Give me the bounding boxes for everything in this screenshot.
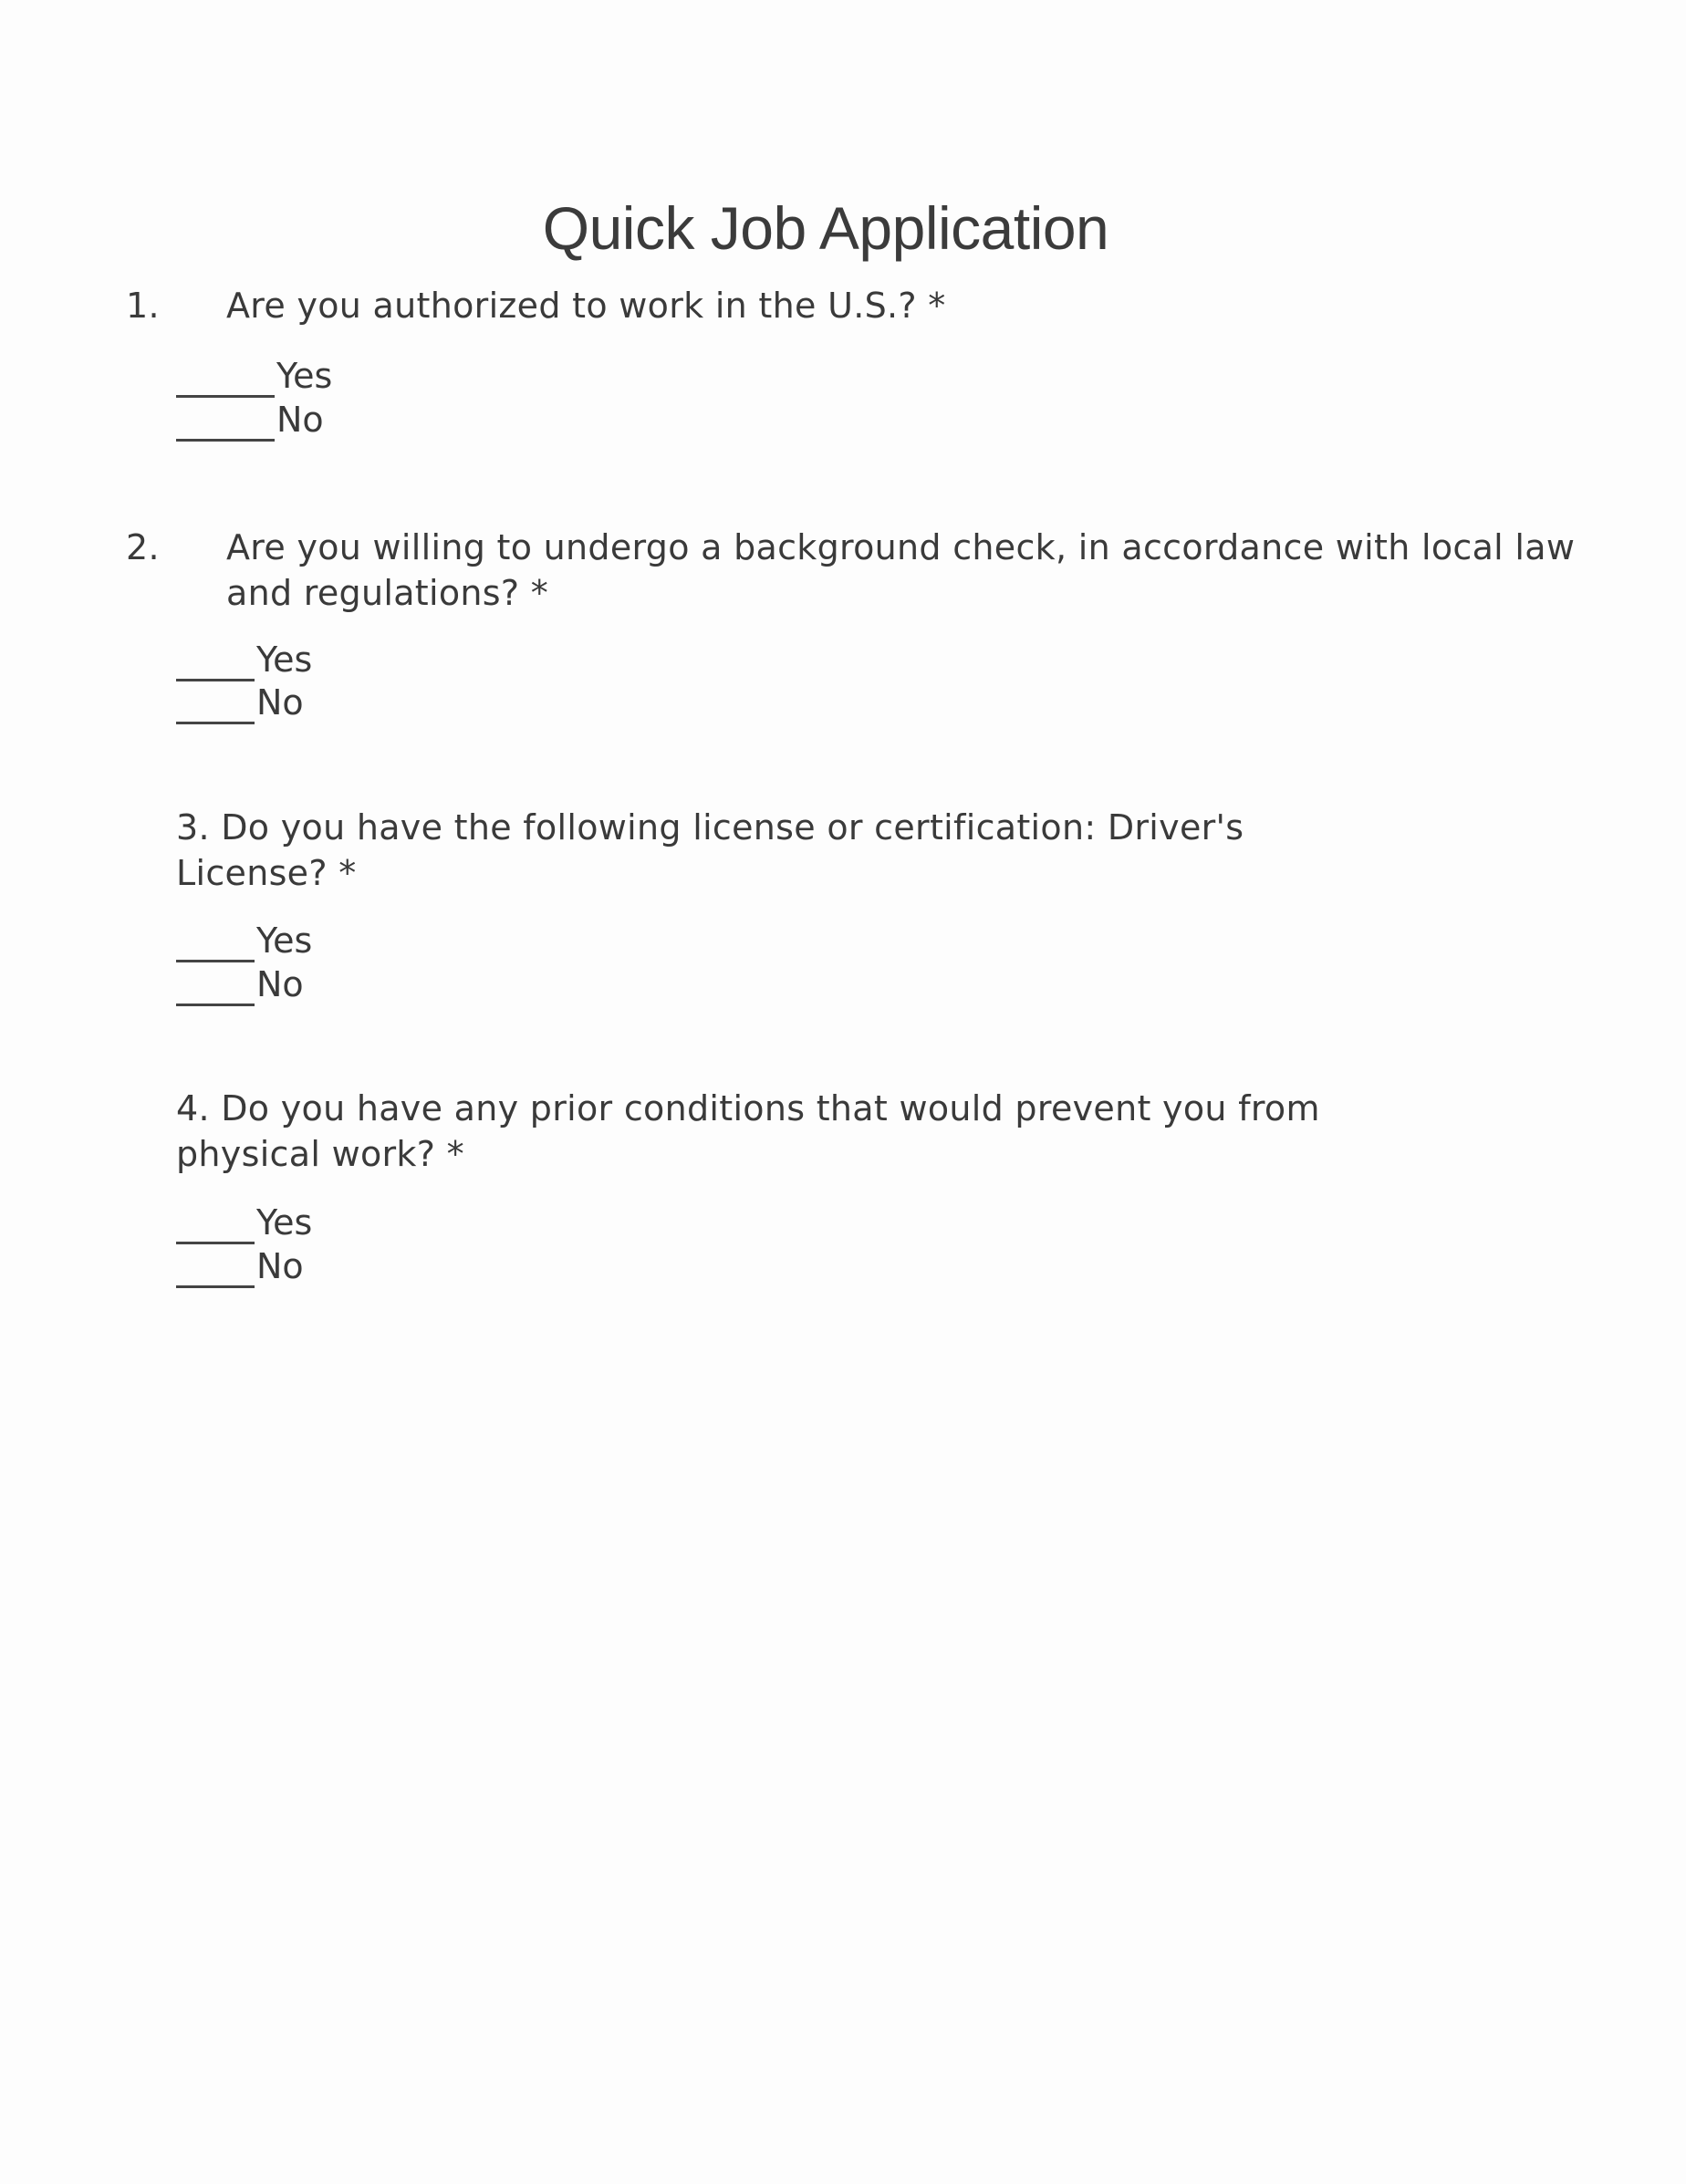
option-yes[interactable]: [176, 919, 312, 962]
option-no[interactable]: [176, 681, 304, 724]
question-text: Are you willing to undergo a background check, in accordance with local law and regulations? *: [226, 527, 1576, 613]
question-number: 2.: [126, 527, 160, 567]
option-yes[interactable]: [176, 638, 312, 681]
question-text: Do you have the following license or certification: Driver's License? *: [176, 807, 1244, 893]
question-number: 1.: [126, 286, 160, 326]
option-yes[interactable]: [176, 1201, 312, 1244]
option-label: Yes: [276, 356, 333, 396]
question-number: 3.: [176, 807, 210, 848]
option-label: No: [256, 964, 304, 1004]
answer-blank[interactable]: [176, 642, 255, 681]
option-label: Yes: [256, 1202, 313, 1243]
option-label: No: [256, 1246, 304, 1286]
option-yes[interactable]: [176, 354, 332, 398]
answer-blank[interactable]: [176, 685, 255, 724]
option-no[interactable]: [176, 1244, 304, 1288]
option-no[interactable]: [176, 962, 304, 1006]
question-2: [126, 525, 1577, 616]
question-number: 4.: [176, 1088, 210, 1128]
option-label: No: [256, 682, 304, 723]
option-no[interactable]: [176, 398, 324, 442]
question-4: [176, 1086, 1417, 1177]
question-text: Are you authorized to work in the U.S.? *: [226, 286, 946, 326]
form-title: Quick Job Application: [542, 194, 1109, 262]
answer-blank[interactable]: [176, 359, 275, 398]
option-label: No: [276, 400, 324, 440]
question-3: [176, 805, 1326, 896]
answer-blank[interactable]: [176, 923, 255, 962]
answer-blank[interactable]: [176, 1249, 255, 1288]
answer-blank[interactable]: [176, 967, 255, 1006]
answer-blank[interactable]: [176, 1205, 255, 1244]
option-label: Yes: [256, 640, 313, 680]
question-1: [126, 283, 1577, 328]
option-label: Yes: [256, 920, 313, 961]
question-text: Do you have any prior conditions that would prevent you from physical work? *: [176, 1088, 1320, 1174]
answer-blank[interactable]: [176, 402, 275, 442]
